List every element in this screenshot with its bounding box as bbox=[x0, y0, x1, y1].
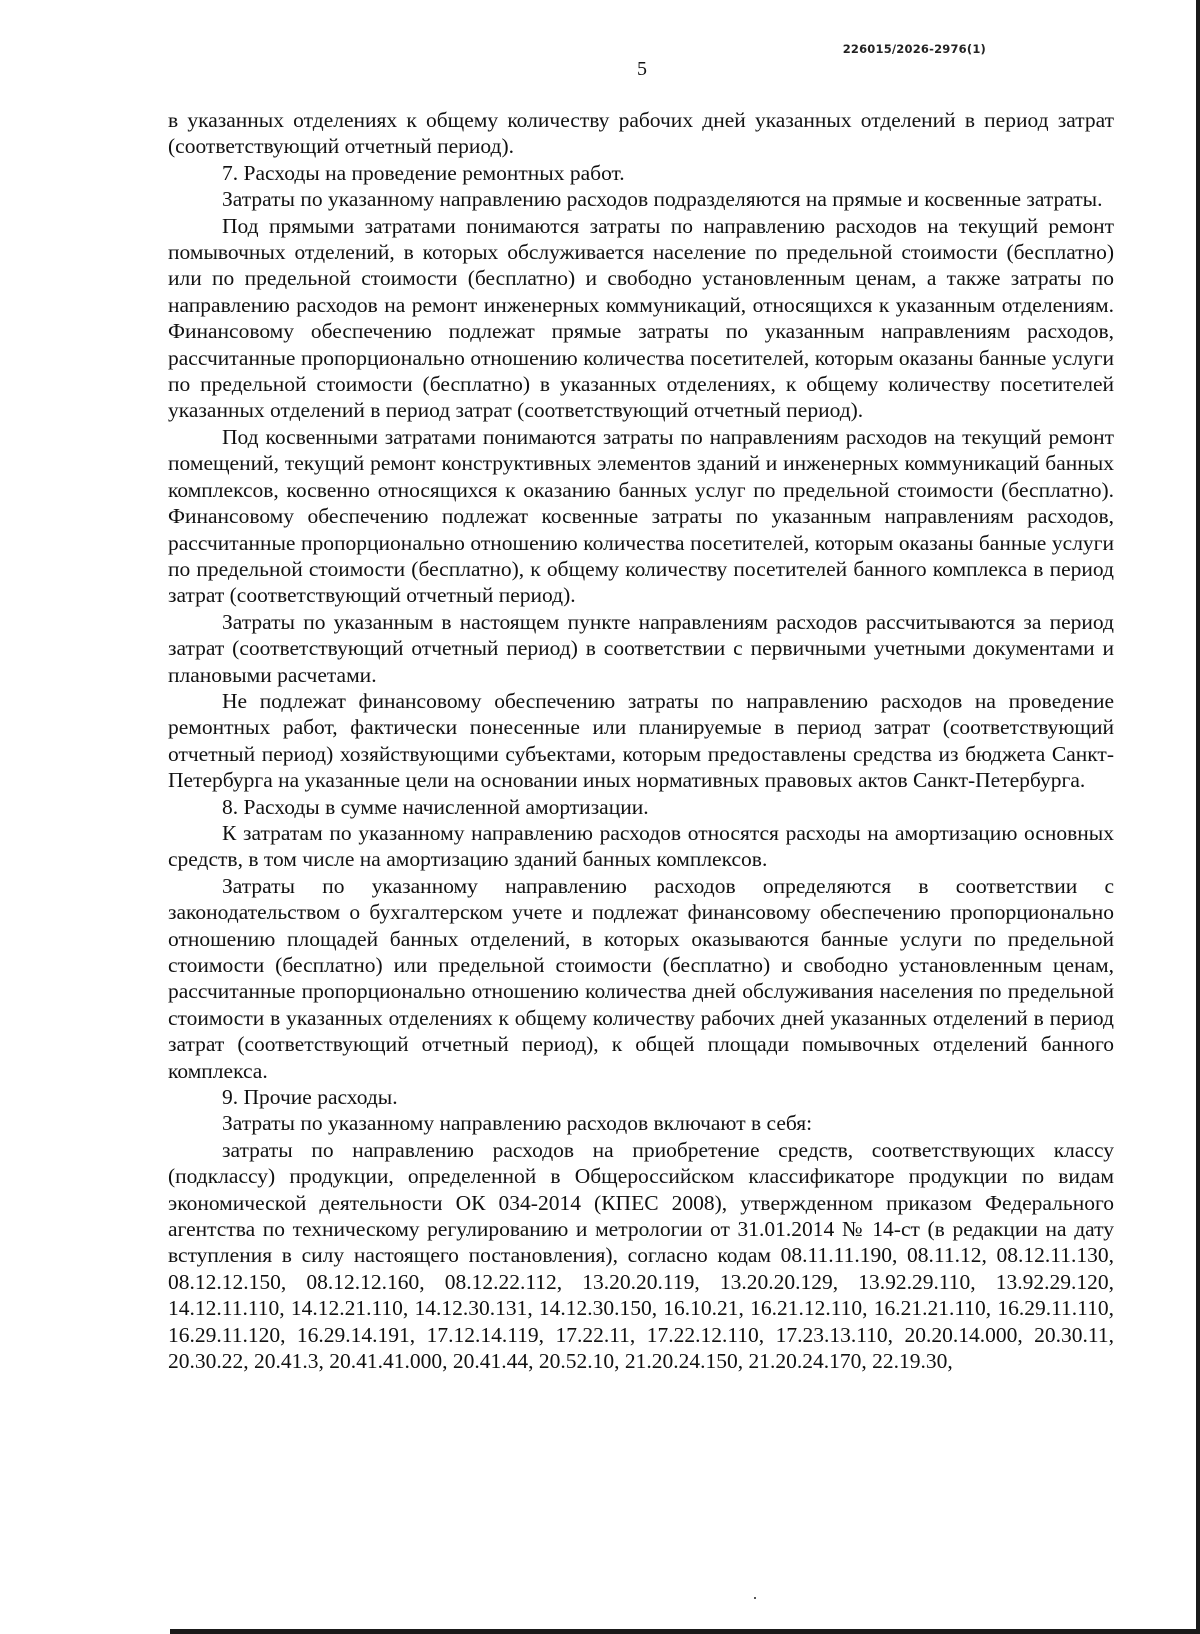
paragraph: Затраты по указанному направлению расходов определяются в соответствии с законодательством о бухгалтерском учете и подлежат финансовому обеспечению пропорционально отношению площадей банных отделений, в которых оказываются банные услуги по предельной стоимости (бесплатно) или предельной стоимости (бесплатно) и свободно установленным ценам, рассчитанные пропорционально отношению количества дней обслуживания населения по предельной стоимости в указанных отделениях к общему количеству рабочих дней указанных отделений в период затрат (соответствующий отчетный период), к общей площади помывочных отделений банного комплекса. bbox=[168, 873, 1114, 1083]
section-heading-7: 7. Расходы на проведение ремонтных работ. bbox=[222, 160, 625, 185]
paragraph-continuation: в указанных отделениях к общему количеству рабочих дней указанных отделений в период затрат (соответствующий отчетный период). bbox=[168, 108, 1114, 159]
paragraph: К затратам по указанному направлению расходов относятся расходы на амортизацию основных средств, в том числе на амортизацию зданий банных комплексов. bbox=[168, 820, 1114, 872]
document-registration-number: 226015/2026-2976(1) bbox=[842, 42, 986, 56]
paragraph: Не подлежат финансовому обеспечению затраты по направлению расходов на проведение ремонтных работ, фактически понесенные или планируемые в период затрат (соответствующий отчетный период) хозяйствующими субъектами, которым предоставлены средства из бюджета Санкт-Петербурга на указанные цели на основании иных нормативных правовых актов Санкт-Петербурга. bbox=[168, 688, 1114, 793]
paragraph: Затраты по указанным в настоящем пункте направлениям расходов рассчитываются за период затрат (соответствующий отчетный период) в соответствии с первичными учетными документами и плановыми расчетами. bbox=[168, 609, 1114, 687]
document-body bbox=[168, 107, 1114, 1375]
scan-edge-bottom bbox=[170, 1629, 1200, 1634]
paragraph-codes-list: затраты по направлению расходов на приобретение средств, соответствующих классу (подклассу) продукции, определенной в Общероссийском классификаторе продукции по видам экономической деятельности ОК 034-2014 (КПЕС 2008), утвержденном приказом Федерального агентства по техническому регулированию и метрологии от 31.01.2014 № 14-ст (в редакции на дату вступления в силу настоящего постановления), согласно кодам 08.11.11.190, 08.11.12, 08.12.11.130, 08.12.12.150, 08.12.12.160, 08.12.22.112, 13.20.20.119, 13.20.20.129, 13.92.29.110, 13.92.29.120, 14.12.11.110, 14.12.21.110, 14.12.30.131, 14.12.30.150, 16.10.21, 16.21.12.110, 16.21.21.110, 16.29.11.110, 16.29.11.120, 16.29.14.191, 17.12.14.119, 17.22.11, 17.22.12.110, 17.23.13.110, 20.20.14.000, 20.30.11, 20.30.22, 20.41.3, 20.41.41.000, 20.41.44, 20.52.10, 21.20.24.150, 21.20.24.170, 22.19.30, bbox=[168, 1137, 1114, 1374]
paragraph: Затраты по указанному направлению расходов подразделяются на прямые и косвенные затраты. bbox=[222, 187, 1103, 212]
section-heading-8: 8. Расходы в сумме начисленной амортизации. bbox=[222, 794, 649, 819]
paragraph: Затраты по указанному направлению расходов включают в себя: bbox=[222, 1111, 813, 1136]
scan-speck bbox=[754, 1597, 756, 1599]
scan-edge-right bbox=[1196, 0, 1200, 1634]
paragraph: Под косвенными затратами понимаются затраты по направлениям расходов на текущий ремонт помещений, текущий ремонт конструктивных элементов зданий и инженерных коммуникаций банных комплексов, косвенно относящихся к оказанию банных услуг по предельной стоимости (бесплатно). Финансовому обеспечению подлежат косвенные затраты по указанным направлениям расходов, рассчитанные пропорционально отношению количества посетителей, которым оказаны банные услуги по предельной стоимости (бесплатно), к общему количеству посетителей банного комплекса в период затрат (соответствующий отчетный период). bbox=[168, 424, 1114, 608]
section-heading-9: 9. Прочие расходы. bbox=[222, 1085, 398, 1110]
page-number: 5 bbox=[637, 58, 647, 80]
paragraph: Под прямыми затратами понимаются затраты по направлению расходов на текущий ремонт помывочных отделений, в которых обслуживается население по предельной стоимости (бесплатно) или по предельной стоимости (бесплатно) и свободно установленным ценам, а также затраты по направлению расходов на ремонт инженерных коммуникаций, относящихся к указанным отделениям. Финансовому обеспечению подлежат прямые затраты по указанным направлениям расходов, рассчитанные пропорционально отношению количества посетителей, которым оказаны банные услуги по предельной стоимости (бесплатно) в указанных отделениях, к общему количеству посетителей указанных отделений в период затрат (соответствующий отчетный период). bbox=[168, 213, 1114, 423]
